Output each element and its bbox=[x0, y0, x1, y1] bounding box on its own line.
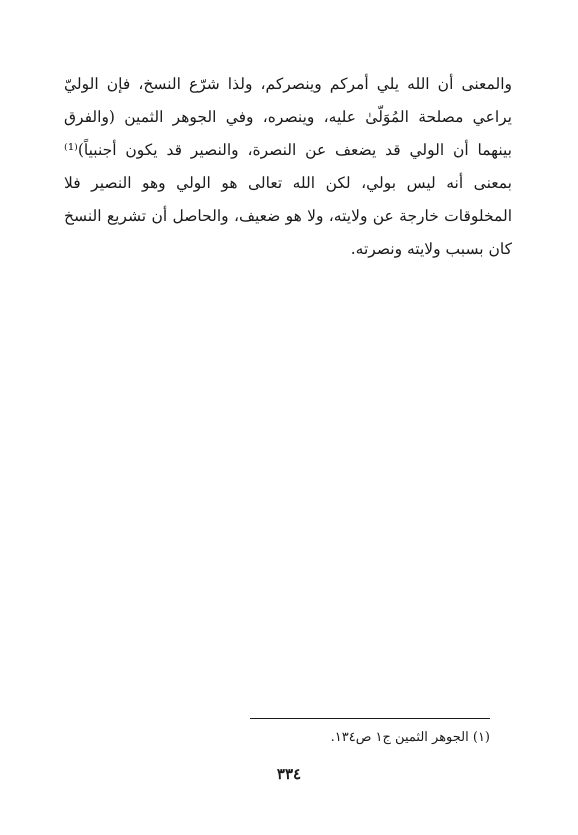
body-paragraph: والمعنى أن الله يلي أمركم وينصركم، ولذا شرّع النسخ، فإن الوليّ يراعي مصلحة المُوَلّىٰ عليه، وينصره، وفي الجوهر الثمين (والفرق بينهما أن الولي قد يضعف عن النصرة، والنصير قد يكون أجنبياً)⁽¹⁾ بمعنى أنه ليس بولي، لكن الله تعالى هو الولي وهو النصير فلا المخلوقات خارجة عن ولايته، ولا هو ضعيف، والحاصل أن تشريع النسخ كان بسبب ولايته ونصرته. bbox=[64, 75, 512, 258]
main-text-block bbox=[64, 68, 512, 266]
footnote-divider bbox=[250, 718, 490, 719]
page-number: ٣٣٤ bbox=[276, 765, 302, 783]
footnote: (١) الجوهر الثمين ج١ ص١٣٤. bbox=[330, 730, 490, 745]
